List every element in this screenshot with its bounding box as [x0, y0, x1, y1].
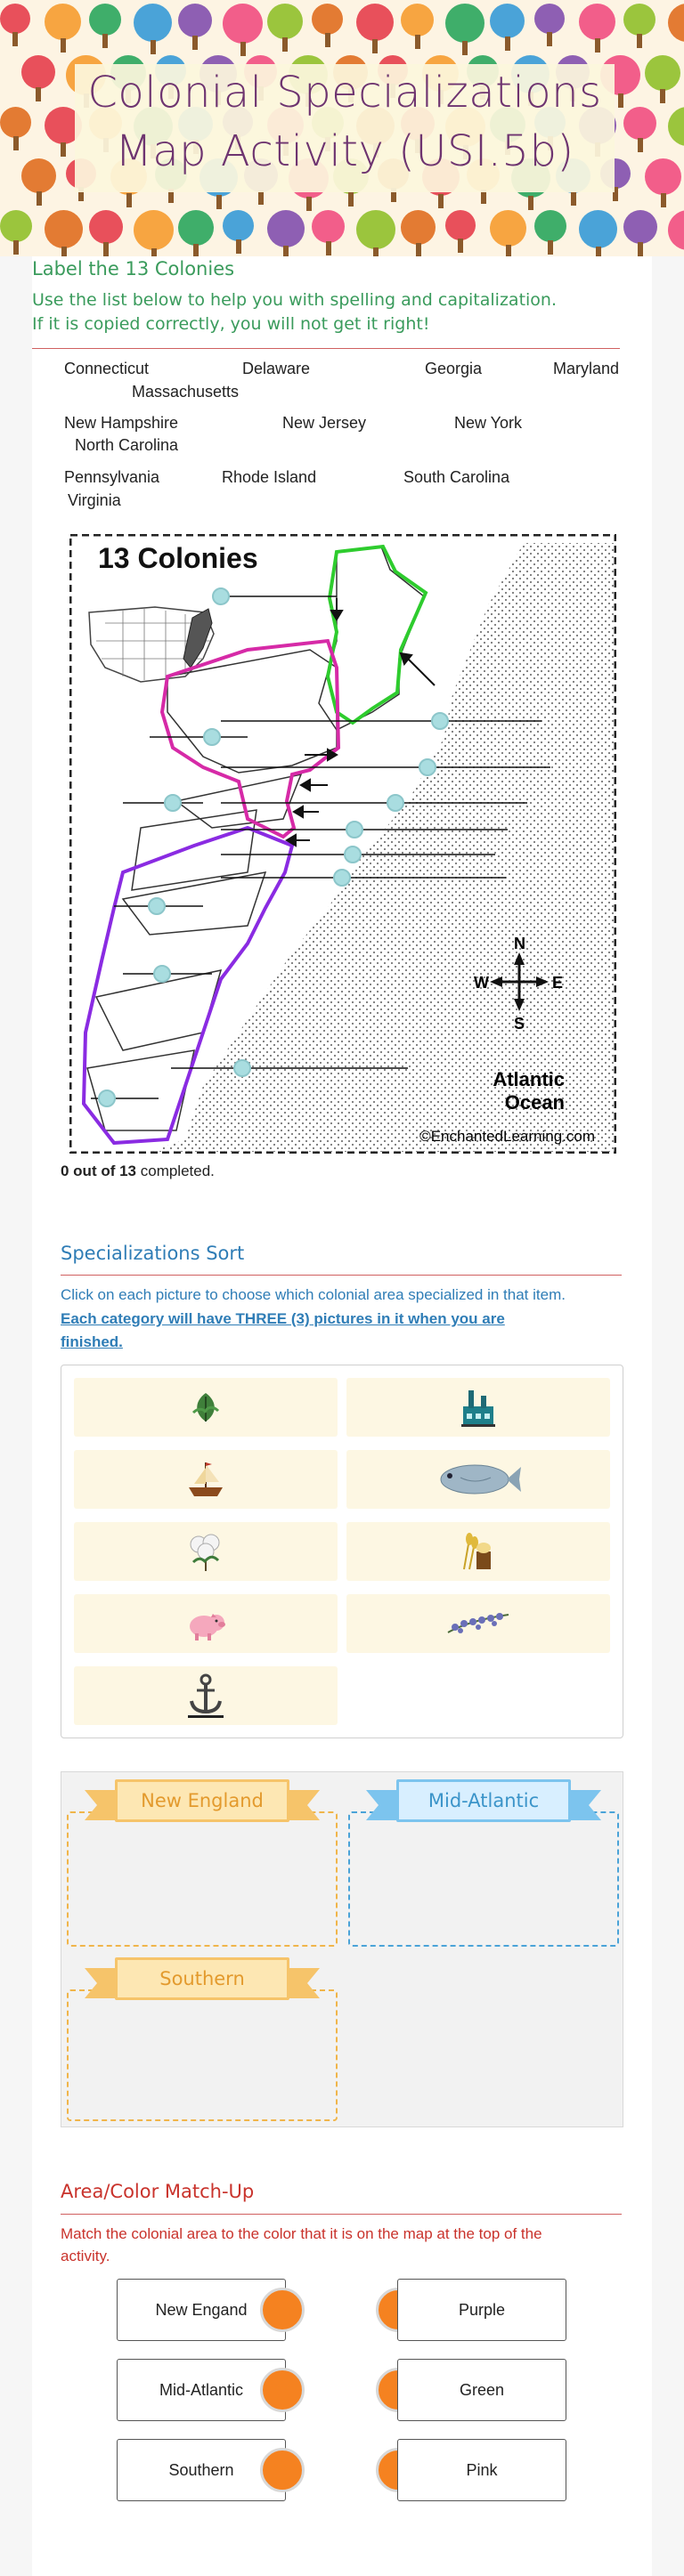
map-credit: ©EnchantedLearning.com: [419, 1128, 595, 1145]
map-title: 13 Colonies: [98, 542, 258, 574]
match-item-right[interactable]: Green: [397, 2359, 566, 2421]
tree-trunk: [661, 193, 666, 207]
southern-ribbon: [85, 1957, 320, 2000]
tree-trunk: [193, 244, 199, 256]
tree-decoration: [534, 210, 566, 242]
label-section-title: Label the 13 Colonies: [32, 258, 235, 279]
match-item-left[interactable]: Southern: [117, 2439, 286, 2501]
tree-trunk: [61, 247, 67, 256]
new-england-label: New England: [115, 1779, 289, 1822]
tree-decoration: [134, 4, 172, 42]
header-banner: [0, 0, 684, 256]
tree-trunk: [37, 191, 42, 206]
tree-decoration: [356, 210, 395, 249]
tree-trunk: [326, 241, 331, 255]
sort-section-title: Specializations Sort: [61, 1243, 245, 1264]
word-bank-item: Delaware: [242, 360, 311, 377]
area-instruction-1: Match the colonial area to the color that it is on the map at the top of the: [61, 2225, 542, 2242]
tree-trunk: [151, 248, 157, 256]
progress-count: 0 out of 13: [61, 1162, 137, 1179]
tree-trunk: [151, 40, 156, 54]
match-connector-left[interactable]: [260, 2368, 305, 2412]
tree-decoration: [645, 158, 681, 195]
tree-decoration: [623, 210, 657, 244]
tree-trunk: [596, 247, 601, 256]
tree-decoration: [445, 210, 476, 240]
tree-trunk: [102, 34, 108, 48]
picture-card[interactable]: [346, 1378, 610, 1437]
sort-emphasis-line-2: finished.: [61, 1333, 123, 1350]
tree-trunk: [595, 38, 600, 53]
tree-decoration: [445, 4, 484, 43]
tree-trunk: [258, 190, 264, 205]
tree-trunk: [12, 32, 18, 46]
label-instruction-2: If it is copied correctly, you will not get it right!: [32, 314, 430, 334]
pig-icon: [184, 1599, 227, 1648]
tree-trunk: [282, 37, 288, 52]
mid-atlantic-ribbon: [366, 1779, 601, 1822]
match-item-left[interactable]: New Engand: [117, 2279, 286, 2341]
factory-icon: [457, 1382, 500, 1432]
word-bank-item: Virginia: [68, 491, 121, 509]
category-drop-area: [61, 1771, 623, 2127]
picture-card[interactable]: [346, 1594, 610, 1653]
tree-trunk: [325, 33, 330, 47]
picture-bank: [61, 1365, 623, 1738]
picture-card[interactable]: [74, 1378, 338, 1437]
sort-emphasis-line-1: Each category will have THREE (3) pictures in it when you are: [61, 1310, 505, 1327]
tree-decoration: [45, 210, 83, 248]
tree-decoration: [178, 210, 214, 246]
mid-atlantic-dropzone[interactable]: [348, 1811, 619, 1947]
tree-decoration: [178, 4, 212, 37]
ship-icon: [184, 1454, 227, 1504]
tree-decoration: [623, 4, 656, 36]
southern-label: Southern: [115, 1957, 289, 2000]
tree-decoration: [401, 210, 436, 245]
tree-trunk: [571, 191, 576, 206]
tree-trunk: [638, 138, 643, 152]
tree-decoration: [623, 107, 656, 140]
match-item-right[interactable]: Pink: [397, 2439, 566, 2501]
tree-trunk: [528, 196, 533, 210]
wheat-icon: [457, 1527, 500, 1576]
tree-trunk: [216, 195, 222, 209]
compass-west: W: [474, 974, 489, 992]
page-title-line-2: Map Activity (USI.5b): [115, 126, 574, 176]
tree-decoration: [45, 4, 81, 40]
word-bank-item: Pennsylvania: [64, 468, 160, 486]
match-connector-left[interactable]: [260, 2288, 305, 2332]
tree-decoration: [267, 4, 303, 39]
match-item-left[interactable]: Mid-Atlantic: [117, 2359, 286, 2421]
tree-decoration: [579, 210, 617, 248]
tree-decoration: [223, 4, 263, 44]
picture-card[interactable]: [74, 1666, 338, 1725]
ocean-label-line-2: Ocean: [504, 1091, 565, 1114]
sort-instruction: Click on each picture to choose which colonial area specialized in that item.: [61, 1286, 566, 1303]
word-bank-item: Connecticut: [64, 360, 150, 377]
picture-card[interactable]: [74, 1450, 338, 1509]
tree-decoration: [0, 210, 32, 242]
fish-icon: [432, 1454, 525, 1504]
tree-trunk: [458, 239, 463, 253]
word-bank-item: Georgia: [425, 360, 483, 377]
tree-trunk: [373, 247, 379, 256]
tree-trunk: [36, 87, 41, 101]
tree-trunk: [462, 41, 468, 55]
word-bank-item: New Hampshire: [64, 414, 179, 432]
tree-trunk: [236, 239, 241, 254]
tree-trunk: [415, 35, 420, 49]
compass-north: N: [514, 935, 525, 952]
tree-decoration: [668, 210, 684, 250]
mid-atlantic-label: Mid-Atlantic: [396, 1779, 571, 1822]
tree-decoration: [267, 210, 305, 247]
word-bank-item: New Jersey: [282, 414, 367, 432]
new-england-dropzone[interactable]: [67, 1811, 338, 1947]
tree-trunk: [13, 240, 19, 255]
match-connector-left[interactable]: [260, 2448, 305, 2492]
tree-trunk: [192, 36, 198, 50]
tree-decoration: [89, 210, 123, 244]
tree-trunk: [547, 32, 552, 46]
tree-trunk: [438, 194, 444, 208]
progress-suffix: completed.: [136, 1162, 215, 1179]
tree-decoration: [0, 4, 30, 34]
tree-trunk: [13, 136, 19, 150]
match-item-right[interactable]: Purple: [397, 2279, 566, 2341]
tree-decoration: [0, 107, 31, 138]
cotton-icon: [184, 1527, 227, 1576]
tobacco-leaf-icon: [184, 1382, 227, 1432]
ocean-label-line-1: Atlantic: [493, 1068, 565, 1090]
area-section-title: Area/Color Match-Up: [61, 2181, 255, 2202]
picture-card[interactable]: [74, 1522, 338, 1581]
tree-trunk: [61, 38, 66, 53]
tree-trunk: [306, 197, 312, 211]
tree-trunk: [638, 242, 643, 256]
compass-east: E: [552, 974, 564, 992]
tree-trunk: [506, 245, 511, 256]
word-bank-item: Massachusetts: [132, 383, 240, 401]
tree-decoration: [534, 4, 565, 34]
tree-trunk: [283, 246, 289, 256]
picture-card[interactable]: [74, 1594, 338, 1653]
anchor-icon: [184, 1671, 227, 1721]
tree-decoration: [356, 4, 394, 41]
tree-trunk: [637, 34, 642, 48]
new-england-ribbon: [85, 1779, 320, 1822]
indigo-icon: [441, 1599, 516, 1648]
tree-decoration: [401, 4, 434, 36]
word-bank-item: South Carolina: [403, 468, 510, 486]
tree-trunk: [548, 240, 553, 255]
tree-trunk: [126, 193, 132, 207]
section-divider: [32, 348, 620, 349]
colonies-map: [69, 534, 616, 1154]
tree-trunk: [618, 93, 623, 108]
tree-decoration: [490, 4, 525, 38]
tree-trunk: [660, 89, 665, 103]
tree-decoration: [312, 4, 343, 35]
section-divider: [61, 2214, 622, 2215]
tree-trunk: [348, 192, 354, 207]
tree-trunk: [240, 42, 246, 56]
tree-trunk: [372, 39, 378, 53]
tree-decoration: [579, 4, 615, 40]
word-bank-item: Rhode Island: [222, 468, 317, 486]
tree-decoration: [134, 210, 174, 250]
word-bank-item: North Carolina: [75, 436, 179, 454]
tree-decoration: [21, 55, 55, 89]
picture-card[interactable]: [346, 1450, 610, 1509]
tree-decoration: [223, 210, 254, 241]
word-bank-item: Maryland: [553, 360, 620, 377]
title-box: [75, 64, 615, 192]
compass-south: S: [514, 1015, 525, 1033]
tree-decoration: [645, 55, 680, 91]
word-bank-item: New York: [454, 414, 523, 432]
tree-decoration: [668, 107, 684, 146]
tree-decoration: [312, 210, 345, 243]
tree-decoration: [89, 4, 121, 36]
section-divider: [61, 1275, 622, 1276]
progress-text: [61, 1162, 215, 1180]
picture-card[interactable]: [346, 1522, 610, 1581]
tree-trunk: [416, 243, 421, 256]
tree-decoration: [490, 210, 526, 247]
tree-decoration: [21, 158, 56, 193]
area-instruction-2: activity.: [61, 2248, 110, 2264]
tree-trunk: [103, 242, 109, 256]
tree-decoration: [668, 4, 684, 42]
tree-trunk: [505, 36, 510, 51]
page-title-line-1: Colonial Specializations: [87, 68, 602, 117]
label-instruction-1: Use the list below to help you with spelling and capitalization.: [32, 290, 557, 310]
southern-dropzone[interactable]: [67, 1989, 338, 2121]
tree-trunk: [61, 142, 66, 157]
